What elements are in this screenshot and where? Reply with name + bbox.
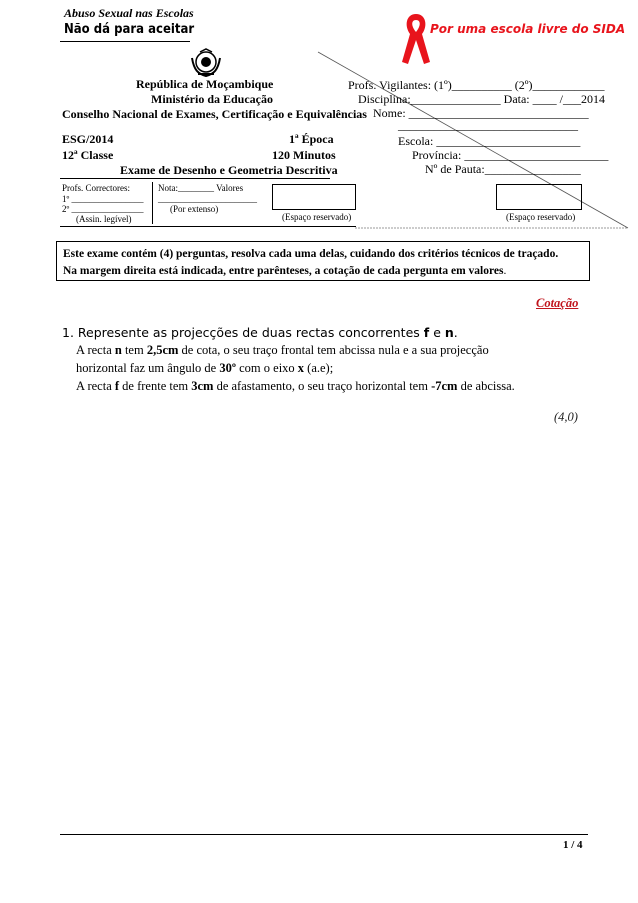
question-number: 1. [62,325,74,340]
minutes-label: 120 Minutos [272,148,336,162]
cotacao-heading: Cotação [536,296,579,310]
question-1-line-1 [62,325,458,340]
q1-l3-ang: 30º [219,361,236,375]
disciplina-field[interactable]: Disciplina:_______________ Data: ____ /___2014 [358,92,605,106]
page-number: 1 / 4 [563,839,583,851]
republic-title: República de Moçambique [136,77,274,91]
grading-divider [152,182,153,224]
vigilantes-field[interactable]: Profs. Vigilantes: (1º)__________ (2º)____________ [348,78,605,92]
q1-l3-a: horizontal faz um ângulo de [76,361,220,375]
extenso-hint: (Por extenso) [170,204,219,214]
grading-rule [60,226,356,227]
esg-label: ESG/2014 [62,132,114,146]
q1-l2-n: n [114,343,122,357]
q1-l4-val2: -7cm [431,379,458,393]
nome-field-cont[interactable]: ______________________________ [398,118,578,132]
exam-title: Exame de Desenho e Geometria Descritiva [120,163,338,177]
correctores-label: Profs. Correctores: [62,183,130,193]
council-title: Conselho Nacional de Exames, Certificação e Equivalências [62,107,367,121]
q1-l4-a: A recta [76,379,115,393]
q1-l4-b: de frente tem [119,379,192,393]
footer-rule [60,834,588,835]
q1-l1-a: Represente as projecções de duas rectas concorrentes [77,325,424,340]
q1-l4-d: de abcissa. [457,379,515,393]
nome-field[interactable]: Nome: ______________________________ [373,106,589,120]
question-1-line-2 [76,343,489,358]
q1-l3-x: x [297,361,305,375]
q1-l1-f: f [423,325,430,340]
notice-line-2 [63,263,583,280]
q1-l1-b: e [429,325,445,340]
nota-field[interactable]: Nota:________ Valores [158,183,244,193]
question-1-line-4 [76,379,515,394]
notice-line-2-period: . [503,265,507,277]
question-1-score: (4,0) [554,410,578,424]
reserved-label-1: (Espaço reservado) [282,212,352,222]
ministry-title: Ministério da Educação [151,92,273,106]
q1-l1-n: n [444,325,454,340]
reserved-box-2 [496,184,582,210]
exam-notice-box [56,241,590,281]
nota-extenso-field[interactable]: ______________________ [158,194,257,204]
q1-l2-a: A recta [76,343,115,357]
reserved-box-1 [272,184,356,210]
q1-l3-c: (a.e); [304,361,334,375]
q1-l4-f: f [114,379,120,393]
q1-l2-val: 2,5cm [146,343,179,357]
q1-l2-b: tem [121,343,147,357]
corrector-1-field[interactable]: 1º ________________ [62,194,144,204]
corrector-2-field[interactable]: 2º ________________ [62,204,144,214]
classe-label: 12ª Classe [62,148,114,162]
notice-line-1: Este exame contém (4) perguntas, resolva cada uma delas, cuidando dos critérios técnicos de traçado. [63,248,559,260]
pauta-field[interactable]: Nº de Pauta:________________ [425,162,581,176]
q1-l1-c: . [453,325,458,340]
epoca-label: 1ª Época [289,132,334,146]
q1-l4-val: 3cm [191,379,214,393]
signature-hint: (Assin. legível) [76,214,132,224]
provincia-field[interactable]: Província: ________________________ [412,148,609,162]
exam-title-rule [60,178,330,179]
notice-line-2-text: Na margem direita está indicada, entre parênteses, a cotação de cada pergunta em valores [63,265,504,277]
banner-title-line2: Não dá para aceitar [64,22,195,37]
question-1-line-3 [76,361,333,376]
q1-l2-c: de cota, o seu traço frontal tem abcissa nula e a sua projecção [178,343,489,357]
q1-l3-b: com o eixo [236,361,298,375]
reserved-label-2: (Espaço reservado) [506,212,576,222]
q1-l4-c: de afastamento, o seu traço horizontal tem [213,379,432,393]
escola-field[interactable]: Escola: ________________________ [398,134,581,148]
aids-slogan: Por uma escola livre do SIDA [430,22,626,36]
banner-title-line1: Abuso Sexual nas Escolas [64,6,194,20]
